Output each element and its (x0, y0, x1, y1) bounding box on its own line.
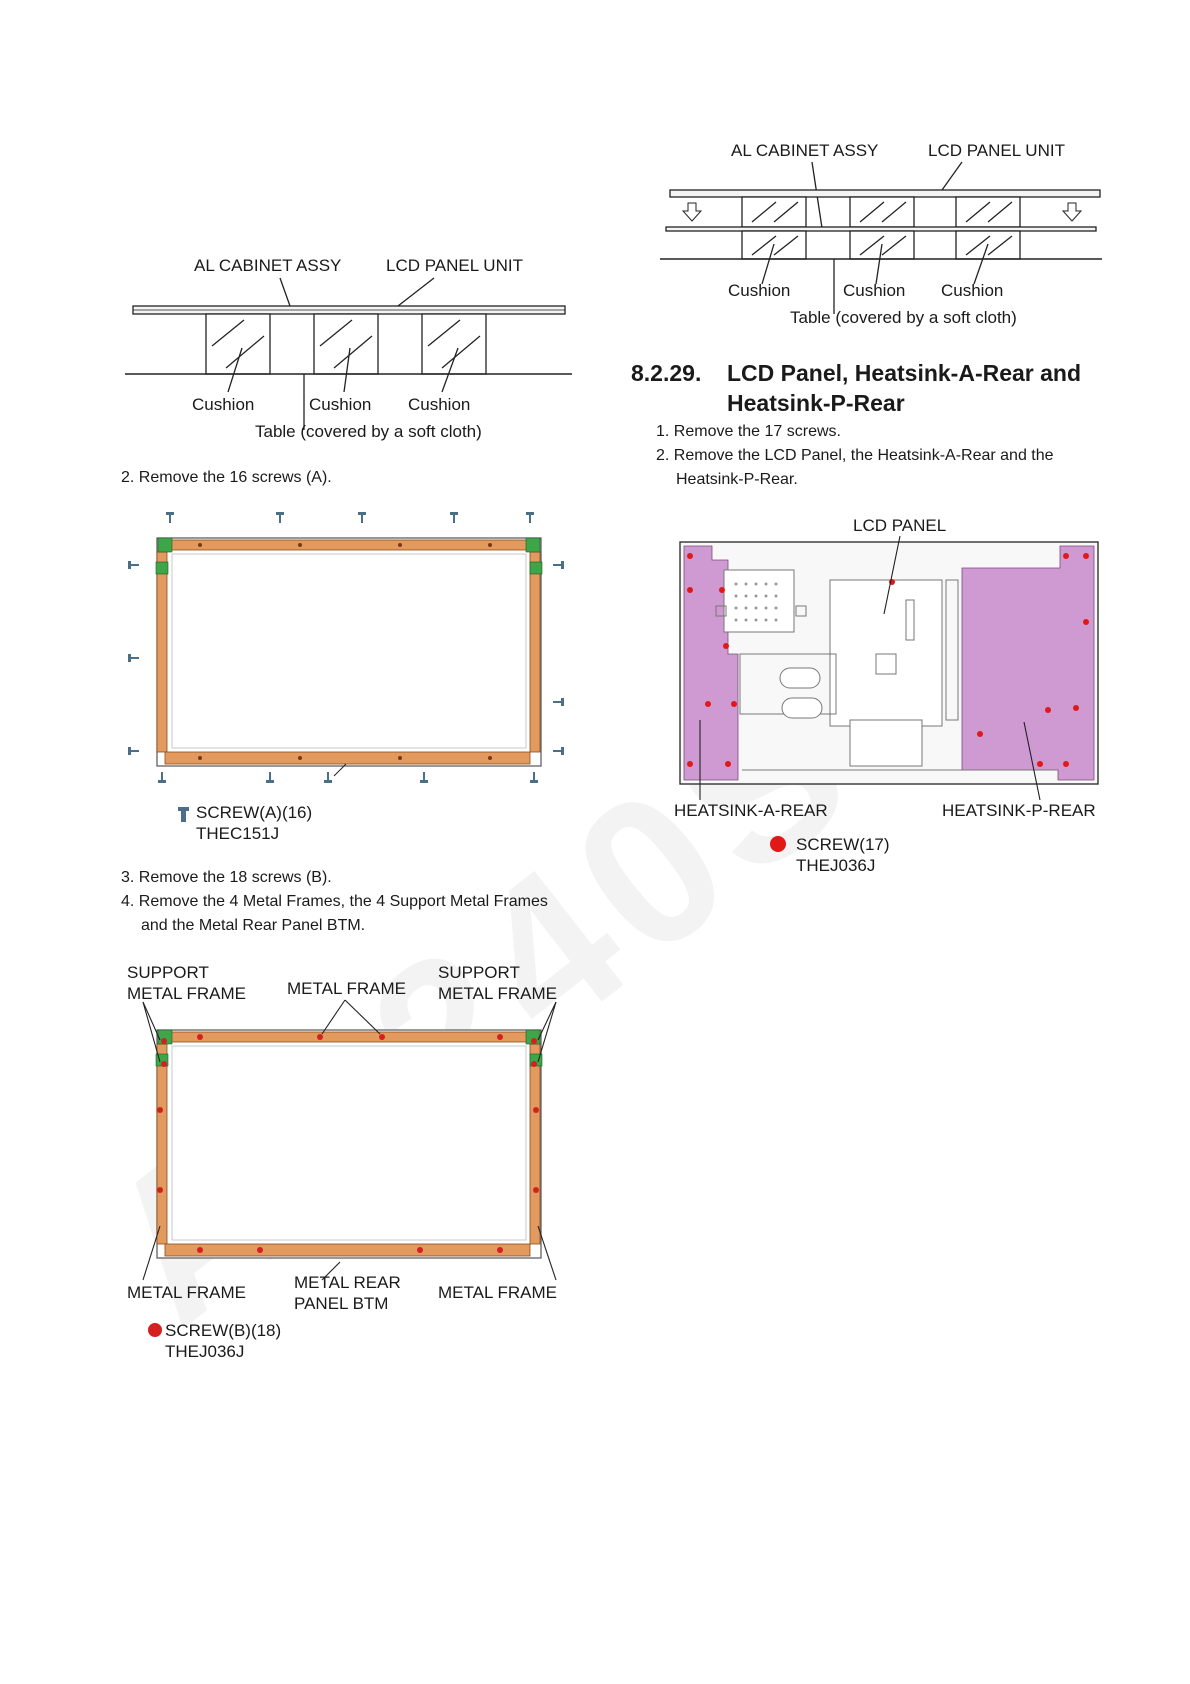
section-title-line1: LCD Panel, Heatsink-A-Rear and (727, 360, 1082, 386)
section-number: 8.2.29. (631, 360, 702, 386)
label-metal-rear-2: PANEL BTM (294, 1294, 389, 1313)
legend-screw-a-name: SCREW(A)(16) (196, 803, 313, 822)
label-al-cabinet-assy-right: AL CABINET ASSY (731, 141, 879, 160)
step-2-left: 2. Remove the 16 screws (A). (121, 469, 332, 486)
label-heatsink-a-rear: HEATSINK-A-REAR (674, 801, 828, 820)
label-support-left-1: SUPPORT (127, 963, 209, 982)
label-cushion-1-right: Cushion (728, 281, 791, 300)
label-cushion-1: Cushion (192, 395, 255, 414)
label-metal-frame-top: METAL FRAME (287, 979, 407, 998)
step-4-left-line2: and the Metal Rear Panel BTM. (141, 917, 366, 934)
legend-screw-17-part: THEJ036J (796, 856, 876, 875)
label-metal-frame-left: METAL FRAME (127, 1283, 247, 1302)
section-step-2-line1: 2. Remove the LCD Panel, the Heatsink-A-Rear and the (656, 447, 1054, 464)
label-table: Table (covered by a soft cloth) (255, 422, 482, 441)
label-metal-frame-right: METAL FRAME (438, 1283, 558, 1302)
label-lcd-panel: LCD PANEL (853, 516, 947, 535)
step-4-left-line1: 4. Remove the 4 Metal Frames, the 4 Support Metal Frames (121, 893, 548, 910)
label-table-right: Table (covered by a soft cloth) (790, 308, 1017, 327)
legend-screw-17-name: SCREW(17) (796, 835, 890, 854)
label-support-left-2: METAL FRAME (127, 984, 247, 1003)
legend-screw-b-name: SCREW(B)(18) (165, 1321, 282, 1340)
legend-screw-a-part: THEC151J (196, 824, 280, 843)
step-3-left: 3. Remove the 18 screws (B). (121, 869, 332, 886)
section-title-line2: Heatsink-P-Rear (727, 390, 905, 416)
label-cushion-2-right: Cushion (843, 281, 906, 300)
label-heatsink-p-rear: HEATSINK-P-REAR (942, 801, 1096, 820)
section-step-2-line2: Heatsink-P-Rear. (676, 471, 798, 488)
label-lcd-panel-unit: LCD PANEL UNIT (386, 256, 523, 275)
label-support-right-1: SUPPORT (438, 963, 520, 982)
label-support-right-2: METAL FRAME (438, 984, 558, 1003)
label-al-cabinet-assy: AL CABINET ASSY (194, 256, 342, 275)
legend-screw-b-part: THEJ036J (165, 1342, 245, 1361)
label-metal-rear-1: METAL REAR (294, 1273, 401, 1292)
label-cushion-2: Cushion (309, 395, 372, 414)
label-cushion-3: Cushion (408, 395, 471, 414)
label-cushion-3-right: Cushion (941, 281, 1004, 300)
label-lcd-panel-unit-right: LCD PANEL UNIT (928, 141, 1065, 160)
section-step-1: 1. Remove the 17 screws. (656, 423, 841, 440)
